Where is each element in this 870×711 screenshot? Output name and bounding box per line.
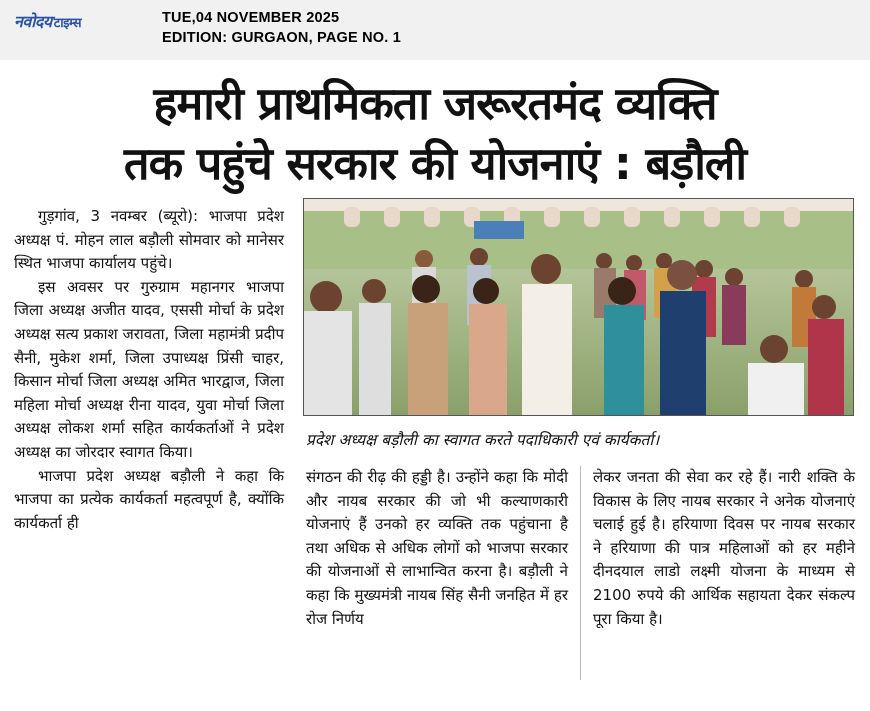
article-column-3 xyxy=(593,466,855,631)
article-paragraph: इस अवसर पर गुरुग्राम महानगर भाजपा जिला अध्यक्ष अजीत यादव, एससी मोर्चा के प्रदेश अध्यक्ष सत्य प्रकाश जरावता, जिला महामंत्री प्रदीप सैनी, मुकेश शर्मा, जिला उपाध्यक्ष प्रिंसी चाहर, किसान मोर्चा जिला अध्यक्ष अमित भारद्वाज, जिला महिला मोर्चा अध्यक्ष रीना यादव, युवा मोर्चा जिला अध्यक्ष लोकश शर्मा सहित कार्यकर्ताओं ने प्रदेश अध्यक्ष का जोरदार स्वागत किया। xyxy=(14,277,284,461)
newspaper-logo xyxy=(14,10,81,32)
headline-line-1: हमारी प्राथमिकता जरूरतमंद व्यक्ति xyxy=(153,77,717,130)
edition-info xyxy=(162,8,401,48)
article-column-1 xyxy=(14,205,284,535)
column-divider xyxy=(580,466,581,680)
logo-sub-text: टाइम्स xyxy=(53,16,82,31)
article-column-2 xyxy=(306,466,568,631)
article-paragraph: भाजपा प्रदेश अध्यक्ष बड़ौली ने कहा कि भाजपा का प्रत्येक कार्यकर्ता महत्वपूर्ण है, क्योंकि कार्यकर्ता ही xyxy=(14,466,284,532)
article-paragraph: गुड़गांव, 3 नवम्बर (ब्यूरो): भाजपा प्रदेश अध्यक्ष पं. मोहन लाल बड़ौली सोमवार को मानेसर स्थित भाजपा कार्यालय पहुंचे। xyxy=(14,207,284,273)
issue-date: TUE,04 NOVEMBER 2025 xyxy=(162,10,340,26)
masthead-bar xyxy=(0,0,870,60)
article-paragraph: लेकर जनता की सेवा कर रहे हैं। नारी शक्ति के विकास के लिए नायब सरकार ने अनेक योजनाएं चलाई हुई है। हरियाणा दिवस पर नायब सरकार ने हरियाणा की पात्र महिलाओं को हर महीने दीनदयाल लाडो लक्ष्मी योजना के माध्यम से 2100 रुपये की आर्थिक सहायता देकर संकल्प पूरा किया है। xyxy=(593,468,855,628)
article-headline xyxy=(0,74,870,194)
article-paragraph: संगठन की रीढ़ की हड्डी है। उन्होंने कहा कि मोदी और नायब सरकार की जो भी कल्याणकारी योजनाएं हैं उनको हर व्यक्ति तक पहुंचाना है तथा अधिक से अधिक लोगों को भाजपा सरकार की योजनाओं से लाभान्वित करना है। बड़ौली ने कहा कि मुख्यमंत्री नायब सिंह सैनी जनहित में हर रोज निर्णय xyxy=(306,468,568,628)
photo-caption: प्रदेश अध्यक्ष बड़ौली का स्वागत करते पदाधिकारी एवं कार्यकर्ता। xyxy=(306,431,660,449)
edition-page: EDITION: GURGAON, PAGE NO. 1 xyxy=(162,30,401,46)
logo-main-text: नवोदय xyxy=(14,12,52,31)
news-photo xyxy=(303,198,854,416)
headline-line-2: तक पहुंचे सरकार की योजनाएं : बड़ौली xyxy=(123,137,747,190)
